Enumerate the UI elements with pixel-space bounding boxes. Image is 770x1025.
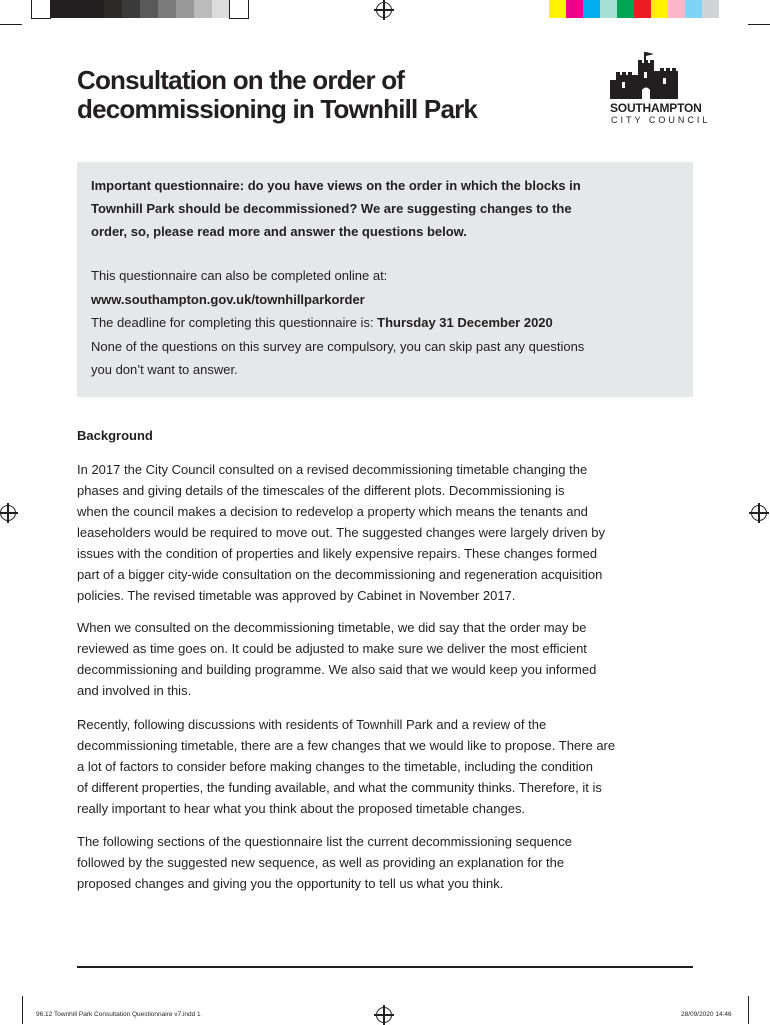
registration-mark-top (376, 2, 392, 18)
crop-mark-top-right (748, 24, 770, 25)
crop-mark-bottom-right (748, 996, 749, 1024)
colour-swatch (566, 0, 583, 18)
grey-swatch (32, 0, 50, 18)
colour-swatch (702, 0, 719, 18)
colour-swatch (668, 0, 685, 18)
grey-swatch (194, 0, 212, 18)
crop-mark-bottom-left (22, 996, 23, 1024)
grey-swatch (104, 0, 122, 18)
deadline-text: The deadline for completing this questionnaire is: Thursday 31 December 2020 (91, 315, 553, 330)
grey-swatch (176, 0, 194, 18)
process-colour-bar (549, 0, 719, 18)
file-label: 96.12 Townhill Park Consultation Questionnaire v7.indd 1 (36, 1011, 201, 1018)
footer-rule (77, 966, 693, 968)
optional-line-1: None of the questions on this survey are compulsory, you can skip past any questions (91, 338, 585, 354)
background-paragraph-4: The following sections of the questionnaire list the current decommissioning sequence followed by the suggested new sequence, as well as providing an explanation for the proposed changes and giving you the opportunity to tell us what you think. (77, 834, 572, 891)
colour-swatch (685, 0, 702, 18)
colour-swatch (583, 0, 600, 18)
online-url-link[interactable]: www.southampton.gov.uk/townhillparkorder (91, 291, 365, 307)
optional-line-2: you don’t want to answer. (91, 362, 238, 377)
grey-swatch (50, 0, 68, 18)
page-title (77, 66, 477, 124)
grey-swatch (68, 0, 86, 18)
logo-subtitle: CITY COUNCIL (611, 115, 711, 125)
grey-swatch (86, 0, 104, 18)
online-text: This questionnaire can also be completed online at: (91, 268, 388, 283)
colour-swatch (600, 0, 617, 18)
notice-box (77, 162, 693, 397)
grey-swatch (230, 0, 248, 18)
colour-swatch (634, 0, 651, 18)
notice-details (91, 264, 584, 382)
notice-intro: Important questionnaire: do you have views on the order in which the blocks in Townhill Park should be decommissioned? We are suggesting changes to the order, so, please read more and answer the questions below. (91, 178, 581, 239)
title-line-2: decommissioning in Townhill Park (77, 94, 478, 124)
grey-swatch (158, 0, 176, 18)
background-heading: Background (77, 428, 153, 443)
registration-mark-right (751, 505, 767, 521)
background-paragraph-3: Recently, following discussions with residents of Townhill Park and a review of the decommissioning timetable, there are a few changes that we would like to propose. There are a lot of factors to consider before making changes to the timetable, including the condition of different properties, the funding available, and what the community thinks. Therefore, it is really important to hear what you think about the proposed timetable changes. (77, 717, 616, 816)
colour-swatch (651, 0, 668, 18)
colour-swatch (549, 0, 566, 18)
registration-mark-bottom (376, 1007, 392, 1023)
title-line-1: Consultation on the order of (77, 65, 405, 95)
grey-swatch (122, 0, 140, 18)
logo-wordmark: SOUTHAMPTON (610, 101, 702, 115)
registration-mark-left (0, 505, 16, 521)
deadline-date: Thursday 31 December 2020 (377, 315, 553, 330)
background-paragraph-2: When we consulted on the decommissioning timetable, we did say that the order may be reviewed as time goes on. It could be adjusted to make sure we deliver the most efficient decommissioning and building programme. We also said that we would keep you informed and involved in this. (77, 620, 597, 698)
colour-swatch (617, 0, 634, 18)
greyscale-colour-bar (32, 0, 248, 18)
date-label: 28/09/2020 14:46 (681, 1011, 732, 1018)
crop-mark-top-left (0, 24, 22, 25)
background-paragraph-1: In 2017 the City Council consulted on a revised decommissioning timetable changing the phases and giving details of the timescales of the different plots. Decommissioning is when the council makes a decision to redevelop a property which means the tenants and leaseholders would be required to move out. The suggested changes were largely driven by issues with the condition of properties and likely expensive repairs. These changes formed part of a bigger city-wide consultation on the decommissioning and regeneration acquisition policies. The revised timetable was approved by Cabinet in November 2017. (77, 462, 606, 603)
grey-swatch (212, 0, 230, 18)
grey-swatch (140, 0, 158, 18)
